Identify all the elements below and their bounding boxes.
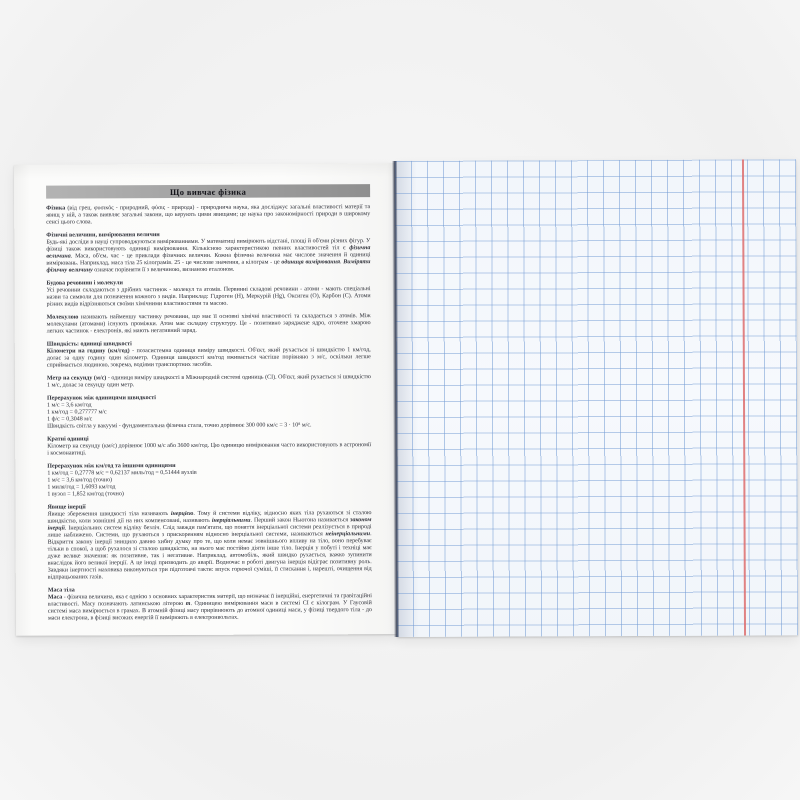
section <box>46 204 370 226</box>
notebook-spread <box>14 159 798 638</box>
conversion-line: 1 м/с = 3,6 км/год (точно) <box>47 477 113 484</box>
section <box>46 231 370 274</box>
paragraph-lead: Метр на секунду (м/с) <box>46 375 107 382</box>
paragraph: Будь-які досліди в науці супроводжуються вимірюваннями. У математиці вимірюють відстані, площі й об'єми різних фігур. У фізиці також використовують одиниці вимірювання. Кількісною характеристикою певних властивостей тіл є фізична величина. Маса, об'єм, час - це приклади фізичних величин. Кожна фізична величина має числове значення й одиниці вимірювань. Наприклад, маса тіла 25 кілограмів. 25 - це числове значення, а кілограм - це одиниця вимірювання. Виміряти фізичну величину означає порівняти її з величиною, визнаною еталоном. <box>46 238 371 274</box>
page-title: Що вивчає фізика <box>169 186 247 197</box>
paragraph-lead: Кілометри на годину (км/год) <box>46 348 130 355</box>
paragraph: Кілометри на годину (км/год) - позасистемна одиниця виміру швидкості. Об'єкт, який рухається зі швидкістю 1 км/год, долає за одну годину один кілометр. Одиниця швидкості км/год вживається частіше порівняно з м/с, оскільки легше сприймається людиною, зокрема, водіями транспортних засобів. <box>46 347 371 369</box>
paragraph: Молекулою називають найменшу частинку речовини, що має її основні хімічні властивості та складається з атомів. Між молекулами (атомами) існують проміжки. Атом має складну структуру. Це - позитивно заряджене ядро, оточене хмарою легких частинок - електронів, які мають негативний заряд. <box>46 313 371 335</box>
section <box>47 462 371 498</box>
paragraph: Фізика (від грец. φυσικός - природний, φύσις - природа) - природнича наука, яка досліджує загальні властивості матерії та явищ у ній, а також виявляє загальні закони, що керують цими явищами; це наука про закономірності природи в широкому сенсі цього слова. <box>46 204 371 226</box>
paragraph: Метр на секунду (м/с) - одиниця виміру швидкості в Міжнародній системі одиниць (СІ). Об'єкт, який рухається зі швидкістю 1 м/с, долає за секунду один метр. <box>46 374 371 389</box>
conversion-line: 1 м/с = 3,6 км/год <box>47 402 92 409</box>
conversion-line: 1 миля/год = 1,6093 км/год <box>47 484 116 491</box>
paragraph: Явище збереження швидкості тіла називають інерцією. Тому й системи відліку, відносно яких тіла рухаються зі сталою швидкістю, коли зовнішні дії на них компенсовані, називають інерціальними. Перший закон Ньютона називається законом інерції. Інерціальних систем відліку безліч. Слід завжди пам'ятати, що поняття інерціальної системи реалізується в природі лише наближено. Системи, що рухаються з прискоренням відносно інерціальної системи, називаються неінерціальними. Відкриття закону інерції знищило давню хибну думку про те, що коли немає зовнішнього впливу на тіло, воно перебуває тільки в спокої, а щоб рухалося зі сталою швидкістю, на нього має постійно діяти інше тіло. Інерція у побуті і техніці має дуже велике значення: як позитивне, так і негативне. Наприклад, автомобіль, який швидко рухається, важко зупинити внаслідок його великої інерції. А це іноді призводить до аварії. Водночас в роботі двигуна інерція відіграє позитивну роль. Завдяки інертності маховика виконуються три підготовчі такти: впуск горючої суміші, її стискання і, нарешті, очищення від відпрацьованих газів. <box>47 510 372 581</box>
section-heading: Будова речовини і молекули <box>46 280 123 287</box>
section-heading: Перерахунок між км/год та іншими одиницями <box>47 463 176 470</box>
section-heading: Перерахунок між одиницями швидкості <box>46 395 156 402</box>
conversion-line: 1 вузол = 1,852 км/год (точно) <box>47 491 124 498</box>
conversion-line: Швидкість світла у вакуумі - фундаментальна фізична стала, точно дорівнює 300 000 км/с = 3 · 10⁸ м/с. <box>47 422 312 430</box>
paragraph-lead: Фізика <box>46 205 66 212</box>
section-heading: Швидкість: одиниці швидкості <box>46 341 132 348</box>
page-title-bar <box>46 184 370 198</box>
paragraph-lead: Молекулою <box>46 314 79 321</box>
section <box>46 279 370 335</box>
paragraph: Маса - фізична величина, яка є однією з основних характеристик матерії, що визначає її інерційні, енергетичні та гравітаційні властивості. Масу позначають латинською літерою m. Одиницею вимірювання маси в системі СІ є кілограм. У Гаусовій системі маса вимірюється в грамах. В атомній фізиці масу прирівнюють до атомної одиниці маси, у фізиці твердого тіла - до маси електрона, в фізиці високих енергій її вимірюють в електронвольтах. <box>47 593 372 622</box>
conversion-line: 1 ф/с = 0,3048 м/с <box>47 416 93 423</box>
section <box>48 586 372 622</box>
section-heading: Кратні одиниці <box>47 436 89 443</box>
section <box>47 503 371 581</box>
paragraph: Кілометр на секунду (км/с) дорівнює 1000 м/с або 3600 км/год. Цю одиницю вимірювання часто використовують в астрономії і космонавтиці. <box>47 442 372 457</box>
conversion-line: 1 км/год = 0,277777 м/с <box>47 409 107 416</box>
left-page-content <box>46 204 372 622</box>
section <box>47 340 371 389</box>
right-page-grid <box>395 159 798 637</box>
section-heading: Явище інерції <box>47 504 86 511</box>
section <box>47 394 371 430</box>
section-heading: Фізичні величини, вимірювання величин <box>46 232 160 239</box>
left-page <box>14 163 397 636</box>
section <box>47 435 371 457</box>
paragraph: Усі речовини складаються з дрібних частинок - молекул та атомів. Первинні складові речовини - атоми - мають спеціальні назви та символи для позначення кожного з видів. Наприклад: Гідроген (H), Меркурій (Hg), Оксиген (O), Карбон (C). Атоми різних видів відрізняються своїми хімічними властивостями та масою. <box>46 286 371 308</box>
conversion-line: 1 км/год = 0,27778 м/с = 0,62137 миль/год = 0,51444 вузлів <box>47 469 197 477</box>
paragraph-lead: Маса <box>47 594 63 601</box>
red-margin-line <box>742 160 746 636</box>
section-heading: Маса тіла <box>47 587 75 594</box>
